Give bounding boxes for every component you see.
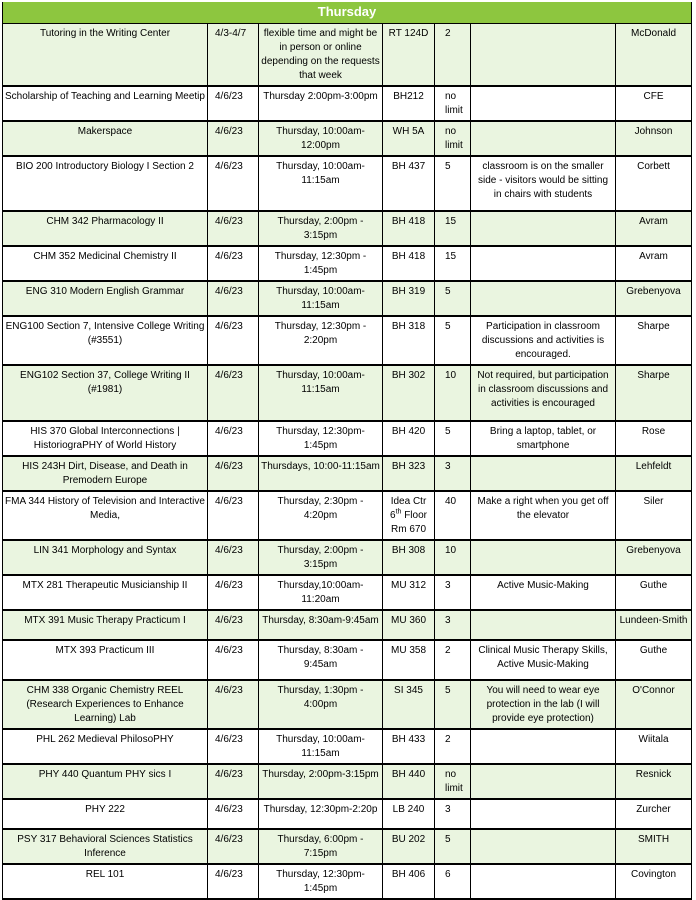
room-cell: BH 418 xyxy=(383,212,435,247)
course-cell: PSY 317 Behavioral Sciences Statistics Inference xyxy=(2,830,208,865)
time-cell: Thursday, 10:00am-11:15am xyxy=(259,730,383,765)
time-cell: Thursday 2:00pm-3:00pm xyxy=(259,87,383,122)
capacity-cell: 5 xyxy=(435,157,471,212)
table-row xyxy=(2,457,692,492)
room-cell: MU 312 xyxy=(383,576,435,611)
instructor-cell: Sharpe xyxy=(616,317,692,366)
course-cell: REL 101 xyxy=(2,865,208,900)
time-cell: Thursday, 8:30am-9:45am xyxy=(259,611,383,641)
notes-cell: Bring a laptop, tablet, or smartphone xyxy=(471,422,616,457)
time-cell: Thursday, 10:00am-11:15am xyxy=(259,366,383,422)
room-cell: BH 302 xyxy=(383,366,435,422)
room-cell: BH 420 xyxy=(383,422,435,457)
notes-cell xyxy=(471,122,616,157)
table-row xyxy=(2,830,692,865)
room-line: Rm 670 xyxy=(390,524,426,535)
table-row xyxy=(2,541,692,576)
date-cell: 4/6/23 xyxy=(208,576,259,611)
instructor-cell: Johnson xyxy=(616,122,692,157)
instructor-cell: CFE xyxy=(616,87,692,122)
date-cell: 4/6/23 xyxy=(208,541,259,576)
date-cell: 4/6/23 xyxy=(208,157,259,212)
date-cell: 4/6/23 xyxy=(208,492,259,541)
time-cell: Thursday, 6:00pm - 7:15pm xyxy=(259,830,383,865)
notes-cell xyxy=(471,24,616,87)
time-cell: Thursday, 2:00pm-3:15pm xyxy=(259,765,383,800)
instructor-cell: Siler xyxy=(616,492,692,541)
notes-cell xyxy=(471,541,616,576)
notes-cell xyxy=(471,611,616,641)
time-cell: Thursday, 2:30pm - 4:20pm xyxy=(259,492,383,541)
table-row xyxy=(2,122,692,157)
time-cell: Thursday, 12:30pm-2:20p xyxy=(259,800,383,830)
course-cell: Makerspace xyxy=(2,122,208,157)
capacity-cell: 3 xyxy=(435,800,471,830)
capacity-cell: 5 xyxy=(435,830,471,865)
room-floor-label: Floor xyxy=(401,510,427,521)
notes-cell xyxy=(471,800,616,830)
notes-cell: Make a right when you get off the elevator xyxy=(471,492,616,541)
capacity-cell: 10 xyxy=(435,541,471,576)
room-floor-suffix: th xyxy=(395,508,402,516)
course-cell: HIS 370 Global Interconnections | HistoriograPHY of World History xyxy=(2,422,208,457)
date-cell: 4/6/23 xyxy=(208,830,259,865)
table-row xyxy=(2,422,692,457)
course-cell: HIS 243H Dirt, Disease, and Death in Premodern Europe xyxy=(2,457,208,492)
date-cell: 4/3-4/7 xyxy=(208,24,259,87)
course-cell: ENG100 Section 7, Intensive College Writing (#3551) xyxy=(2,317,208,366)
date-cell: 4/6/23 xyxy=(208,800,259,830)
notes-cell: Not required, but participation in classroom discussions and activities is encouraged xyxy=(471,366,616,422)
room-line: Idea Ctr xyxy=(390,496,427,507)
table-row xyxy=(2,641,692,681)
room-cell: MU 360 xyxy=(383,611,435,641)
course-cell: CHM 352 Medicinal Chemistry II xyxy=(2,247,208,282)
capacity-cell: 5 xyxy=(435,681,471,730)
capacity-cell: 5 xyxy=(435,422,471,457)
room-cell xyxy=(383,492,435,541)
instructor-cell: Covington xyxy=(616,865,692,900)
room-cell: LB 240 xyxy=(383,800,435,830)
room-cell: BH 323 xyxy=(383,457,435,492)
date-cell: 4/6/23 xyxy=(208,247,259,282)
table-row xyxy=(2,492,692,541)
room-cell: BH 319 xyxy=(383,282,435,317)
time-cell: Thursday, 2:00pm - 3:15pm xyxy=(259,541,383,576)
capacity-cell: 6 xyxy=(435,865,471,900)
table-row xyxy=(2,765,692,800)
time-cell: Thursday, 10:00am-12:00pm xyxy=(259,122,383,157)
date-cell: 4/6/23 xyxy=(208,611,259,641)
capacity-cell: 15 xyxy=(435,212,471,247)
schedule-table xyxy=(2,2,692,900)
notes-cell xyxy=(471,730,616,765)
course-cell: MTX 391 Music Therapy Practicum I xyxy=(2,611,208,641)
date-cell: 4/6/23 xyxy=(208,457,259,492)
time-cell: Thursdays, 10:00-11:15am xyxy=(259,457,383,492)
room-cell: BH 406 xyxy=(383,865,435,900)
time-cell: Thursday, 10:00am-11:15am xyxy=(259,282,383,317)
instructor-cell: Rose xyxy=(616,422,692,457)
date-cell: 4/6/23 xyxy=(208,681,259,730)
room-cell: BH 433 xyxy=(383,730,435,765)
instructor-cell: Guthe xyxy=(616,576,692,611)
time-cell: Thursday, 1:30pm - 4:00pm xyxy=(259,681,383,730)
table-row xyxy=(2,681,692,730)
capacity-cell: 10 xyxy=(435,366,471,422)
day-header-row xyxy=(2,2,692,24)
instructor-cell: Avram xyxy=(616,247,692,282)
instructor-cell: Sharpe xyxy=(616,366,692,422)
notes-cell xyxy=(471,457,616,492)
course-cell: LIN 341 Morphology and Syntax xyxy=(2,541,208,576)
capacity-cell: 3 xyxy=(435,457,471,492)
instructor-cell: Resnick xyxy=(616,765,692,800)
date-cell: 4/6/23 xyxy=(208,422,259,457)
capacity-cell: 3 xyxy=(435,611,471,641)
instructor-cell: Wiitala xyxy=(616,730,692,765)
time-cell: Thursday, 10:00am-11:15am xyxy=(259,157,383,212)
instructor-cell: Grebenyova xyxy=(616,282,692,317)
capacity-cell: no limit xyxy=(435,122,471,157)
table-row xyxy=(2,24,692,87)
instructor-cell: Guthe xyxy=(616,641,692,681)
capacity-cell: no limit xyxy=(435,87,471,122)
notes-cell: Participation in classroom discussions and activities is encouraged. xyxy=(471,317,616,366)
course-cell: PHL 262 Medieval PhilosoPHY xyxy=(2,730,208,765)
room-cell: BH 418 xyxy=(383,247,435,282)
room-cell: MU 358 xyxy=(383,641,435,681)
notes-cell xyxy=(471,865,616,900)
notes-cell: You will need to wear eye protection in the lab (I will provide eye protection) xyxy=(471,681,616,730)
time-cell: Thursday,10:00am-11:20am xyxy=(259,576,383,611)
notes-cell xyxy=(471,212,616,247)
room-cell: BH 318 xyxy=(383,317,435,366)
room-cell: SI 345 xyxy=(383,681,435,730)
table-row xyxy=(2,157,692,212)
course-cell: FMA 344 History of Television and Interactive Media, xyxy=(2,492,208,541)
notes-cell xyxy=(471,247,616,282)
date-cell: 4/6/23 xyxy=(208,865,259,900)
instructor-cell: Corbett xyxy=(616,157,692,212)
notes-cell xyxy=(471,87,616,122)
instructor-cell: McDonald xyxy=(616,24,692,87)
instructor-cell: Lundeen-Smith xyxy=(616,611,692,641)
time-cell: flexible time and might be in person or online depending on the requests that week xyxy=(259,24,383,87)
instructor-cell: Grebenyova xyxy=(616,541,692,576)
room-cell: BH212 xyxy=(383,87,435,122)
capacity-cell: no limit xyxy=(435,765,471,800)
date-cell: 4/6/23 xyxy=(208,87,259,122)
date-cell: 4/6/23 xyxy=(208,282,259,317)
course-cell: Tutoring in the Writing Center xyxy=(2,24,208,87)
table-row xyxy=(2,730,692,765)
notes-cell: Clinical Music Therapy Skills, Active Music-Making xyxy=(471,641,616,681)
notes-cell xyxy=(471,282,616,317)
room-cell: BU 202 xyxy=(383,830,435,865)
capacity-cell: 2 xyxy=(435,641,471,681)
course-cell: CHM 338 Organic Chemistry REEL (Research Experiences to Enhance Learning) Lab xyxy=(2,681,208,730)
capacity-cell: 15 xyxy=(435,247,471,282)
capacity-cell: 3 xyxy=(435,576,471,611)
room-cell: BH 437 xyxy=(383,157,435,212)
notes-cell: classroom is on the smaller side - visitors would be sitting in chairs with students xyxy=(471,157,616,212)
instructor-cell: Avram xyxy=(616,212,692,247)
date-cell: 4/6/23 xyxy=(208,641,259,681)
course-cell: PHY 440 Quantum PHY sics I xyxy=(2,765,208,800)
table-row xyxy=(2,282,692,317)
table-row xyxy=(2,800,692,830)
date-cell: 4/6/23 xyxy=(208,730,259,765)
time-cell: Thursday, 12:30pm-1:45pm xyxy=(259,865,383,900)
table-row xyxy=(2,87,692,122)
capacity-cell: 5 xyxy=(435,282,471,317)
room-cell: RT 124D xyxy=(383,24,435,87)
course-cell: CHM 342 Pharmacology II xyxy=(2,212,208,247)
course-cell: BIO 200 Introductory Biology I Section 2 xyxy=(2,157,208,212)
schedule-sheet xyxy=(2,2,692,900)
date-cell: 4/6/23 xyxy=(208,122,259,157)
date-cell: 4/6/23 xyxy=(208,765,259,800)
table-row xyxy=(2,212,692,247)
table-row xyxy=(2,247,692,282)
table-row xyxy=(2,317,692,366)
course-cell: MTX 281 Therapeutic Musicianship II xyxy=(2,576,208,611)
capacity-cell: 2 xyxy=(435,730,471,765)
instructor-cell: Zurcher xyxy=(616,800,692,830)
time-cell: Thursday, 8:30am - 9:45am xyxy=(259,641,383,681)
table-row xyxy=(2,865,692,900)
instructor-cell: Lehfeldt xyxy=(616,457,692,492)
capacity-cell: 5 xyxy=(435,317,471,366)
course-cell: ENG 310 Modern English Grammar xyxy=(2,282,208,317)
course-cell: MTX 393 Practicum III xyxy=(2,641,208,681)
date-cell: 4/6/23 xyxy=(208,317,259,366)
time-cell: Thursday, 2:00pm - 3:15pm xyxy=(259,212,383,247)
room-floor-number: 6 xyxy=(390,510,396,521)
time-cell: Thursday, 12:30pm - 2:20pm xyxy=(259,317,383,366)
notes-cell xyxy=(471,830,616,865)
day-header: Thursday xyxy=(2,2,692,24)
date-cell: 4/6/23 xyxy=(208,212,259,247)
instructor-cell: SMITH xyxy=(616,830,692,865)
course-cell: ENG102 Section 37, College Writing II (#1981) xyxy=(2,366,208,422)
capacity-cell: 2 xyxy=(435,24,471,87)
room-cell: BH 440 xyxy=(383,765,435,800)
course-cell: Scholarship of Teaching and Learning Meetip xyxy=(2,87,208,122)
notes-cell xyxy=(471,765,616,800)
time-cell: Thursday, 12:30pm - 1:45pm xyxy=(259,247,383,282)
table-row xyxy=(2,366,692,422)
instructor-cell: O'Connor xyxy=(616,681,692,730)
capacity-cell: 40 xyxy=(435,492,471,541)
notes-cell: Active Music-Making xyxy=(471,576,616,611)
table-row xyxy=(2,576,692,611)
room-cell: BH 308 xyxy=(383,541,435,576)
room-line xyxy=(385,509,432,523)
table-row xyxy=(2,611,692,641)
date-cell: 4/6/23 xyxy=(208,366,259,422)
time-cell: Thursday, 12:30pm-1:45pm xyxy=(259,422,383,457)
course-cell: PHY 222 xyxy=(2,800,208,830)
room-cell: WH 5A xyxy=(383,122,435,157)
